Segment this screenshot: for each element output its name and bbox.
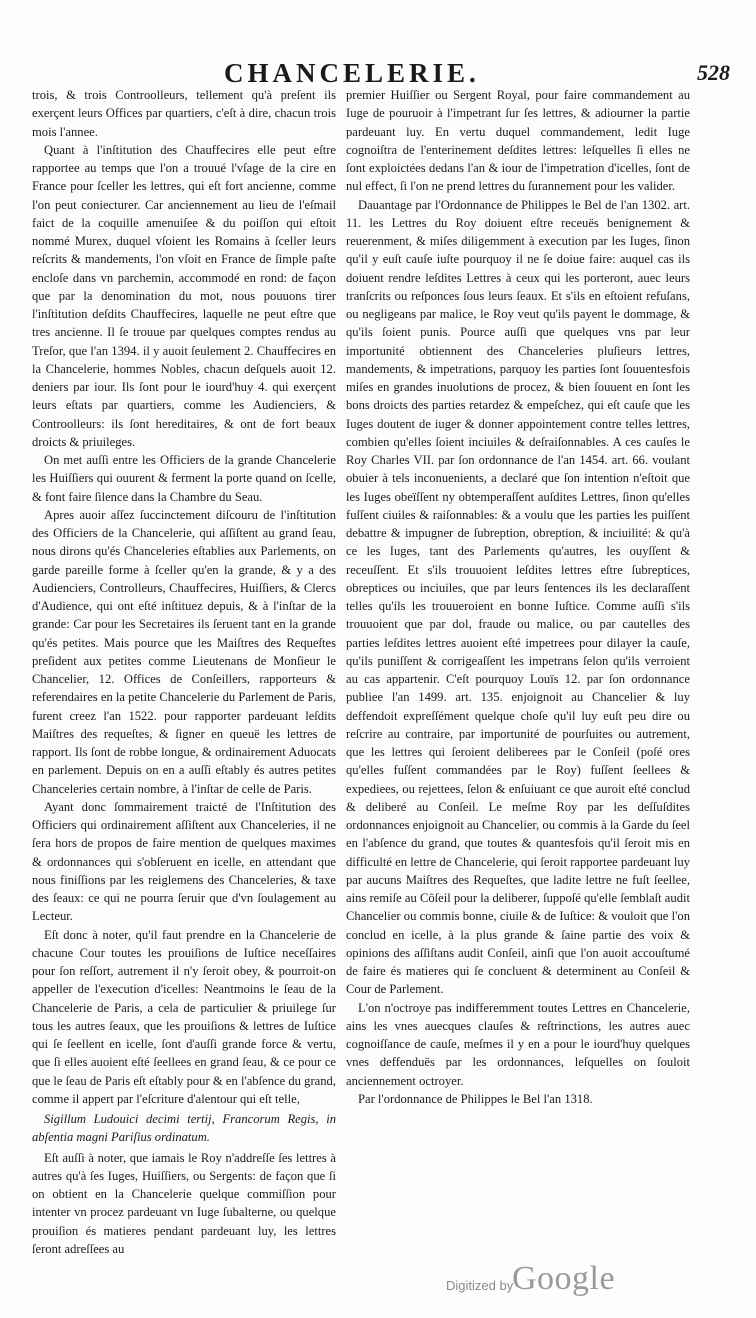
page-number: 528 [697, 60, 730, 85]
paragraph: Eſt auſſi à noter, que iamais le Roy n'addreſſe ſes lettres à autres qu'à ſes Iuges, Huiſſiers, ou Sergents: de façon que ſi on obtient en la Chancelerie quelque commiſſion pour intenter vn procez pardeuant vn Iuge ſubalterne, ou quelque prouiſion és matieres pendant pardeuant luy, les lettres ſeront adreſſees au [32, 1150, 336, 1256]
watermark-prefix: Digitized by [446, 1278, 514, 1293]
paragraph: Quant à l'inſtitution des Chauffecires elle peut eſtre rapportee au temps que l'on a trouué l'vſage de la cire en France pour ſceller les lettres, qui eſt fort ancienne, comme l'on peut coniecturer. Car anciennement au lieu de l'eſmail faict de la coquille amenuiſee & du poiſſon qui eſtoit nommé Murex, duquel vſoient les Romains à ſceller leurs reſcrits & mandements, l'on vſoit en France de ſimple paſte encloſe dans vn parchemin, accommodé en rond: de façon que par la denomination du mot, nous pouuons tirer l'inſtitution deſdits Chauffecires, laquelle ne peut eſtre que tres ancienne. Il ſe trouue par quelques comptes rendus au Treſor, que l'an 1394. il y auoit ſeulement 2. Chauffecires en la Chancelerie, hommes Nobles, chacun deſquels auoit 12. deniers par iour. Ils ſont pour le iourd'huy 4. qui exerçent leurs eſtats par quartiers, comme les Audienciers, & Controolleurs: ils ſont hereditaires, & ont de fort beaux droicts & priuileges. [32, 142, 336, 449]
paragraph: Dauantage par l'Ordonnance de Philippes le Bel de l'an 1302. art. 11. les Lettres du Roy doiuent eſtre receuës benignement & reuerenment, & miſes diligemment à execution par les Iuges, ſinon qu'il y euſt cauſe iuſte pourquoy il ne ſe doiue faire: auquel cas ils doiuent rendre leſdites Lettres à ceux qui les porteront, auec leurs tranſcrits ou reſponces ſous leurs ſeaux. Et s'ils en eſtoient refuſans, ou negligeans par malice, le Roy veut qu'ils payent le dommage, & qu'ils ſoient punis. Pource auſſi que quelques vns par leur importunité obtiennent des Chanceleries pluſieurs lettres, mandements, & impetrations, parquoy les parties ſont ſouuentesfois miſes en grandes inuolutions de procez, & bien ſouuent en ſont les bons droicts des parties retardez & empeſchez, qui eſt cauſe que les Iuges doutent de iuger & donner appointement contre telles lettres, combien qu'elles ſoient inciuiles & deſraiſonnables. A ces cauſes le Roy Charles VII. par ſon ordonnance de l'an 1454. art. 66. voulant obuier à tels inconuenients, a declaré que ſon intention n'eſtoit que les Iuges obeïſſent ny obtemperaſſent auſdites Lettres, ſinon qu'elles fuſſent ciuiles & raiſonnables: & a voulu que les parties les puiſſent debattre & impugner de ſubreption, obreption, & inciuilité: & qu'à ce les Iuges, tant des Parlements qu'autres, les ouyſſent & receuſſent. Et s'ils trouuoient leſdites lettres eſtre ſubreptices, obreptices ou inciuiles, que par leurs ſentences ils les declaraſſent telles qu'ils les trouueroient en bonne Iuſtice. Comme auſſi s'ils trouuoient que par dol, fraude ou malice, ou par cautelles des parties leſdites lettres auoient eſté impetrees pour dilayer la cauſe, qu'ils puniſſent & corrigeaſſent les impetrans ſelon qu'ils verroient au cas appartenir. C'eſt pourquoy Louïs 12. par ſon ordonnance publiee l'an 1499. art. 135. enjoignoit au Chancelier & luy deffendoit expreſſément quelque choſe qu'il luy euſt peu dire ou reſcrire au contraire, par importunité de pourſuites ou autrement, que les lettres qui ſeroient deliberees par le Conſeil (poſé ores qu'elles fuſſent commandées par le Roy) fuſſent ſeellees & expediees, ou rejettees, ſelon & enſuiuant ce que auroit eſté conclud & deliberé au Conſeil. Le meſme Roy par les deſſuſdites ordonnances enjoignoit au Chancelier, ou commis à la Garde du ſeel en l'abſence du grand, que toutes & quantesfois qu'il ſeroit mis en difficulté en lettre de Chancelerie, qui ſeroit rapportee pardeuant luy par aucuns Maiſtres des Requeſtes, que ladite lettre ne fuſt ſeellee, ains remiſe au Côſeil pour la deliberer, ſuppoſé qu'elle ſemblaſt audit Chancelier ou commis bonne, ciuile & de Iuſtice: & vouloit que l'on conclud en icelle, à la plus grande & ſaine partie des voix & opinions des aſſiſtans audit Conſeil, ainſi que l'on auoit accouſtumé de faire és matieres qui ſe concluent & determinent au Conſeil & Cour de Parlement. [346, 197, 690, 997]
left-column [32, 86, 336, 1256]
latin-inscription: Sigillum Ludouici decimi tertij, Francorum Regis, in abſentia magni Pariſius ordinatum. [32, 1112, 336, 1145]
running-head: CHANCELERIE. [224, 58, 480, 88]
paragraph: Apres auoir aſſez ſuccinctement diſcouru de l'inſtitution des Officiers de la Chancelerie, qui aſſiſtent au grand ſeau, nous dirons qu'és Chanceleries eſtablies aux Parlements, on garde pareille forme à ſceller qu'en la grande, & y a des Audienciers, Controlleurs, Chauffecires, Huiſſiers, & Clercs d'Audience, qui ont eſté inſtituez depuis, & à l'inſtar de la grande: Car pour les Secretaires ils ſeruent tant en la grande qu'és petites. Mais pource que les Maiſtres des Requeſtes preſident aux petites comme Lieutenans de Monſieur le Chancelier, 12. Offices de Conſeillers, rapporteurs & referendaires en la petite Chancelerie du Parlement de Paris, furent creez l'an 1522. pour rapporter pardeuant leſdits Maiſtres des requeſtes, & ſigner en queuë les lettres de rapport. Ils ſont de robbe longue, & ordinairement Aduocats en parlement. Depuis on en a auſſi eſtably és autres petites Chanceleries certain nombre, à l'inſtar de celle de Paris. [32, 507, 336, 796]
digitization-watermark [446, 1262, 746, 1302]
paragraph: Eſt donc à noter, qu'il faut prendre en la Chancelerie de chacune Cour toutes les prouiſions de Iuſtice neceſſaires pour ſon reſſort, autrement il n'y ſeroit obey, & pourroit-on appeller de l'execution d'icelles: Neantmoins le ſeau de la Chancelerie de Paris, a cela de particulier & priuilege ſur tous les autres ſeaux, que les prouiſions & lettres de Iuſtice qui ſe ſeellent en icelle, ſont d'auſſi grande force & vertu, que ſi elles auoient eſté ſeellees en grand ſeau, & ce pour ce que le ſeau de Paris eſt eſtably pour & en l'abſence du grand, comme il appert par l'eſcriture d'alentour qui eſt telle, [32, 927, 336, 1106]
paragraph: premier Huiſſier ou Sergent Royal, pour faire commandement au Iuge de pouruoir à l'impetrant ſur ſes lettres, & adiourner la partie pardeuant luy. En vertu duquel commandement, ledit Iuge cognoiſtra de l'enterinement deſdites lettres: leſquelles ſi elles ne ſont exploictées dedans l'an & iour de l'impetration d'icelles, ſont de nul effect, ſi l'on ne prend lettres du ſurannement pour les valider. [346, 88, 690, 194]
paragraph: trois, & trois Controolleurs, tellement qu'à preſent ils exerçent leurs Offices par quartiers, c'eſt à dire, chacun trois mois l'annee. [32, 88, 336, 139]
paragraph: On met auſſi entre les Officiers de la grande Chancelerie les Huiſſiers qui ouurent & ferment la porte quand on ſcelle, & font faire ſilence dans la Chambre du Seau. [32, 453, 336, 504]
paragraph: L'on n'octroye pas indifferemment toutes Lettres en Chancelerie, ains les vnes auecques clauſes & reſtrinctions, les autres auec cognoiſſance de cauſe, meſmes il y en a pour le iourd'huy quelques vnes deffenduës par les ordonnances, leſquelles on ſouloit anciennement octroyer. [346, 1000, 690, 1088]
paragraph: Ayant donc ſommairement traicté de l'Inſtitution des Officiers qui ordinairement aſſiſtent aux Chanceleries, il ne ſera hors de propos de faire mention de quelques maximes & ordonnances qui s'obſeruent en icelle, en attendant que nous finiſſions par les reiglemens des Chanceleries, & taxe des ſeaux: ce qui ne pourra ſeruir que d'vn ſoulagement au Lecteur. [32, 799, 336, 924]
google-logo: Google [512, 1260, 616, 1297]
paragraph: Par l'ordonnance de Philippes le Bel l'an 1318. [358, 1091, 593, 1106]
right-column [346, 86, 690, 1136]
